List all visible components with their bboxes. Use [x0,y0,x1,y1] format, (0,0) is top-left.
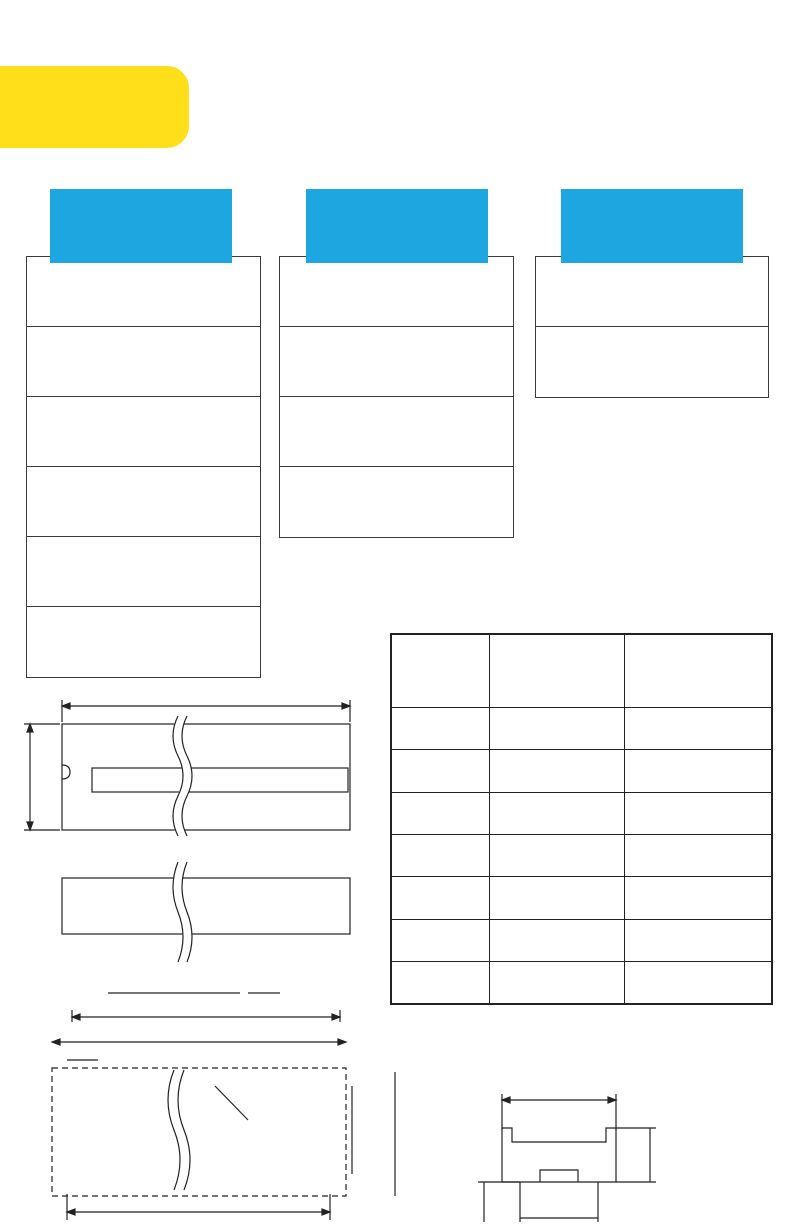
list-header-ic-wide [306,189,488,263]
list-header-ic-narrow [561,189,743,263]
top-view [24,700,350,836]
list-header-ic-socket [50,189,232,263]
end-view [478,1094,656,1222]
side-view [62,862,350,1022]
footprint-view [52,1039,395,1220]
